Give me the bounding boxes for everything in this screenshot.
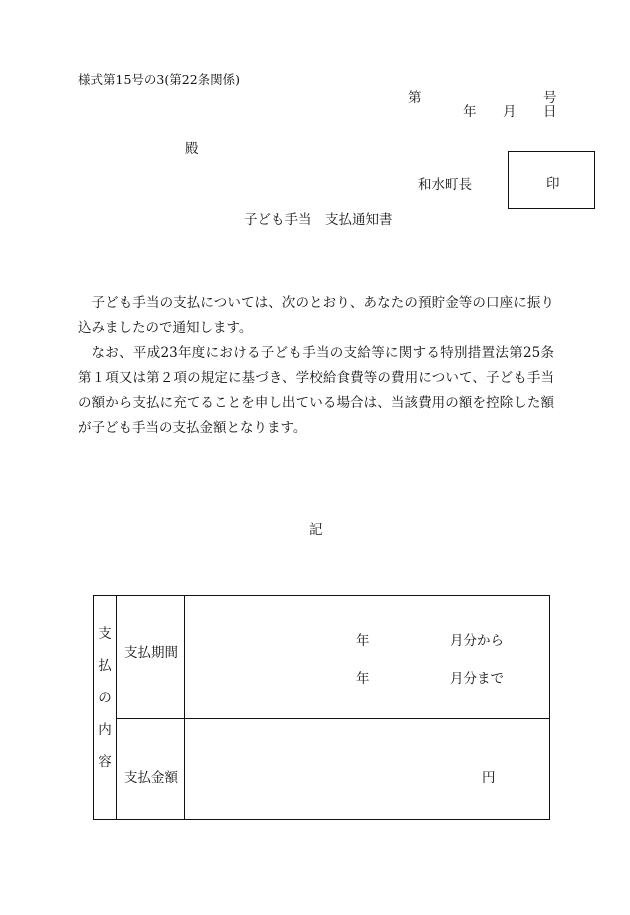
table-divider (116, 718, 549, 719)
seal-label: 印 (546, 176, 560, 192)
yen-unit: 円 (482, 770, 496, 786)
doc-number-prefix: 第 (408, 90, 422, 106)
payment-amount-label: 支払金額 (124, 770, 178, 786)
vertical-header-char: 内 (98, 722, 112, 738)
vertical-header-char: 払 (98, 658, 112, 674)
vertical-header-char: 容 (98, 754, 112, 770)
date-month: 月 (503, 104, 517, 120)
period-start-month: 月分から (450, 633, 504, 649)
table-divider (116, 596, 117, 819)
form-number: 様式第15号の3(第22条関係) (78, 72, 241, 87)
document-title: 子ども手当 支払通知書 (244, 212, 393, 228)
paragraph-deduction: なお、平成23年度における子ども手当の支給等に関する特別措置法第25条第１項又は第２項の規定に基づき、学校給食費等の費用について、子ども手当の額から支払に充てることを申し出ている場合は、当該費用の額を控除した額が子ども手当の支払金額となります。 (78, 345, 554, 436)
payment-period-label: 支払期間 (124, 645, 178, 661)
ki-label: 記 (309, 522, 323, 538)
addressee-honorific: 殿 (185, 141, 199, 157)
date-day: 日 (543, 104, 557, 120)
table-divider (184, 596, 185, 819)
paragraph-payment: 子ども手当の支払については、次のとおり、あなたの預貯金等の口座に振り込みましたので通知します。 (78, 295, 554, 336)
payment-details-table (93, 595, 550, 820)
vertical-header-char: 支 (98, 626, 112, 642)
issuer-name: 和水町長 (418, 177, 472, 193)
date-year: 年 (463, 104, 477, 120)
body-text (78, 291, 554, 441)
period-end-year: 年 (356, 671, 370, 687)
vertical-header (94, 618, 116, 778)
period-start-year: 年 (356, 633, 370, 649)
vertical-header-char: の (98, 690, 112, 706)
period-end-month: 月分まで (450, 671, 504, 687)
doc-number-suffix: 号 (543, 90, 557, 106)
seal-box (508, 151, 595, 209)
